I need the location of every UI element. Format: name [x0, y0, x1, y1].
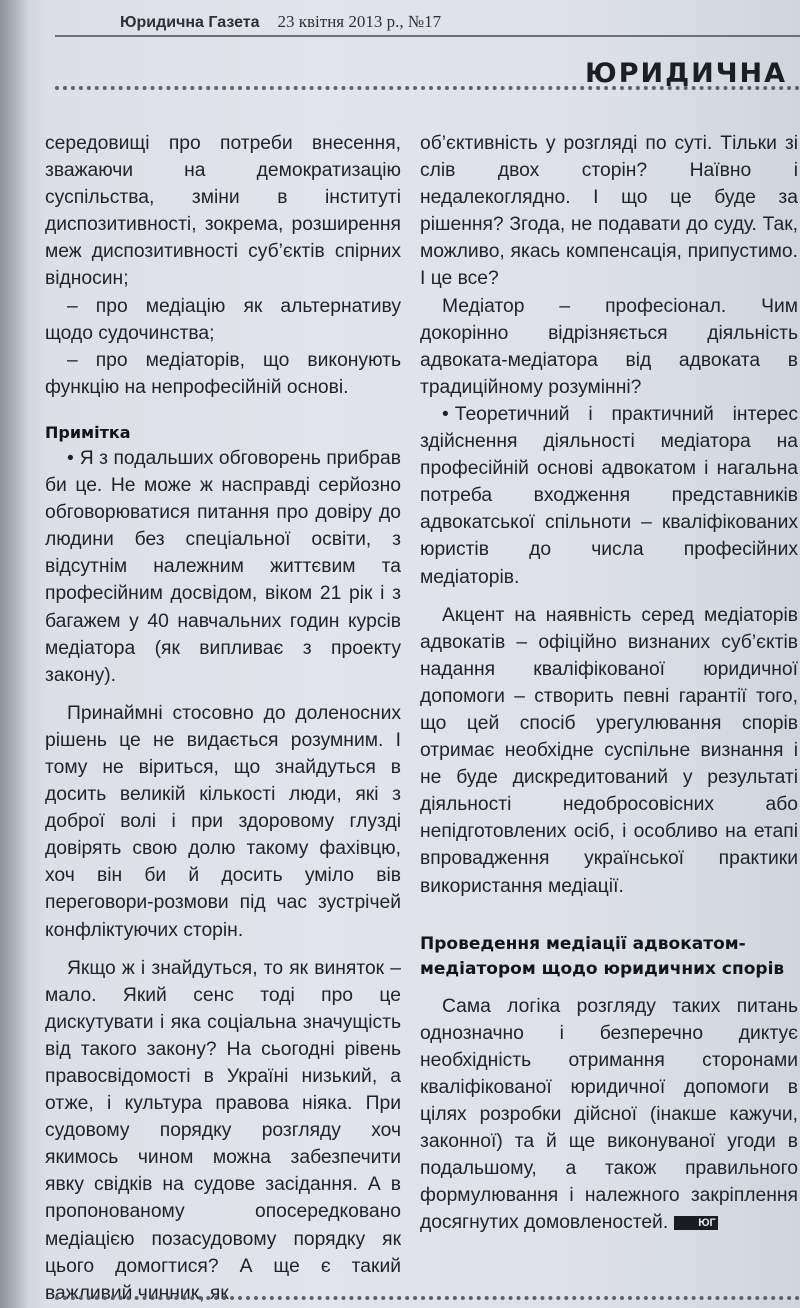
- page-gutter-shadow: [0, 0, 28, 1308]
- note-heading: Примітка: [45, 422, 131, 442]
- paragraph-decisions: Принаймні стосовно до доленосних рішень це не видається розумним. І тому не віриться, що знайдуться в досить великій кількості люди, які з доброї волі і при здоровому глузді довірять свою долю такому фахівцю, хоч він би й досить уміло вів переговори-розмови під час зустрічей конфліктуючих сторін.: [45, 702, 401, 941]
- paragraph-logic: [420, 993, 798, 1237]
- note-text: • Я з подальших обговорень прибрав би це. Не може ж насправді серйозно обговорюватися питання про довіру до людини без спеціальної освіти, з відсутнім належним життєвим та професійним досвідом, віком 21 рік і з багажем у 40 навчальних годин курсів медіатора (як випливає з проекту закону).: [45, 445, 401, 689]
- section-title: ЮРИДИЧНА: [585, 58, 788, 89]
- paragraph-professional: Медіатор – професіонал. Чим докорінно відрізняється діяльність адвоката-медіатора від адвоката в традиційному розумінні?: [420, 295, 798, 398]
- header-rule: [55, 35, 800, 37]
- paragraph-exception: Якщо ж і знайдуться, то як виняток – мало. Який сенс тоді про це дискутувати і яка соціальна значущість від такого закону? На сьогодні рівень правосвідомості в Україні низький, а отже, і культура правова ніяка. При судовому порядку розгляду хоч якимось чином можна забезпечити явку свідків на судове засідання. А в пропонованому опосередковано медіацією позасудовому порядку як цього домогтися? А ще є такий важливий чинник, як: [45, 957, 401, 1304]
- paragraph-logic-text: Сама логіка розгляду таких питань однозначно і безперечно диктує необхідність отримання сторонами кваліфікованої юридичної допомоги в цілях розробки дійсної (інакше кажучи, законної) та й ще виконуваної угоди в подальшому, а також правильного формулювання і належного закріплення досягнутих домовленостей.: [420, 995, 798, 1234]
- paragraph-objectivity: об’єктивність у розгляді по суті. Тільки зі слів двох сторін? Наївно і недалекоглядно. І що це буде за рішення? Згода, не подавати до суду. Так, можливо, якась компенсація, припустимо. І це все?: [420, 133, 798, 290]
- right-column: [420, 130, 798, 1236]
- paragraph-intro: середовищі про потреби внесення, зважаючи на демократизацію суспільства, зміни в інституті диспозитивності, зокрема, розширення меж диспозитивності суб’єктів спірних відносин;: [45, 133, 401, 290]
- running-header: [120, 12, 441, 36]
- newspaper-name: Юридична Газета: [120, 14, 260, 31]
- paragraph-accent: Акцент на наявність серед медіаторів адвокатів – офіційно визнаних суб’єктів надання кваліфікованої юридичної допомоги – створить певні гарантії того, що цей спосіб урегулювання спорів отримає необхідне суспільне визнання і не буде дискредитований у результаті діяльності недобросовісних або непідготовлених осіб, і особливо на етапі впровадження української практики використання медіації.: [420, 604, 798, 897]
- list-item-mediation: – про медіацію як альтернативу щодо судочинства;: [45, 295, 401, 344]
- dotted-divider-bottom: [55, 1296, 800, 1300]
- list-item-mediators: – про медіаторів, що виконують функцію на непрофесійній основі.: [45, 349, 401, 398]
- section-heading: Проведення медіації адвокатом-медіатором щодо юридичних спорів: [420, 933, 785, 979]
- end-of-article-mark: ЮГ: [674, 1216, 718, 1230]
- issue-date: 23 квітня 2013 р., №17: [277, 12, 442, 31]
- paragraph-interest: • Теоретичний і практичний інтерес здійснення діяльності медіатора на професійній основі адвокатом і нагальна потреба входження представників адвокатської спільноти – кваліфікованих юристів до числа професійних медіаторів.: [420, 401, 798, 591]
- left-column: [45, 130, 401, 1307]
